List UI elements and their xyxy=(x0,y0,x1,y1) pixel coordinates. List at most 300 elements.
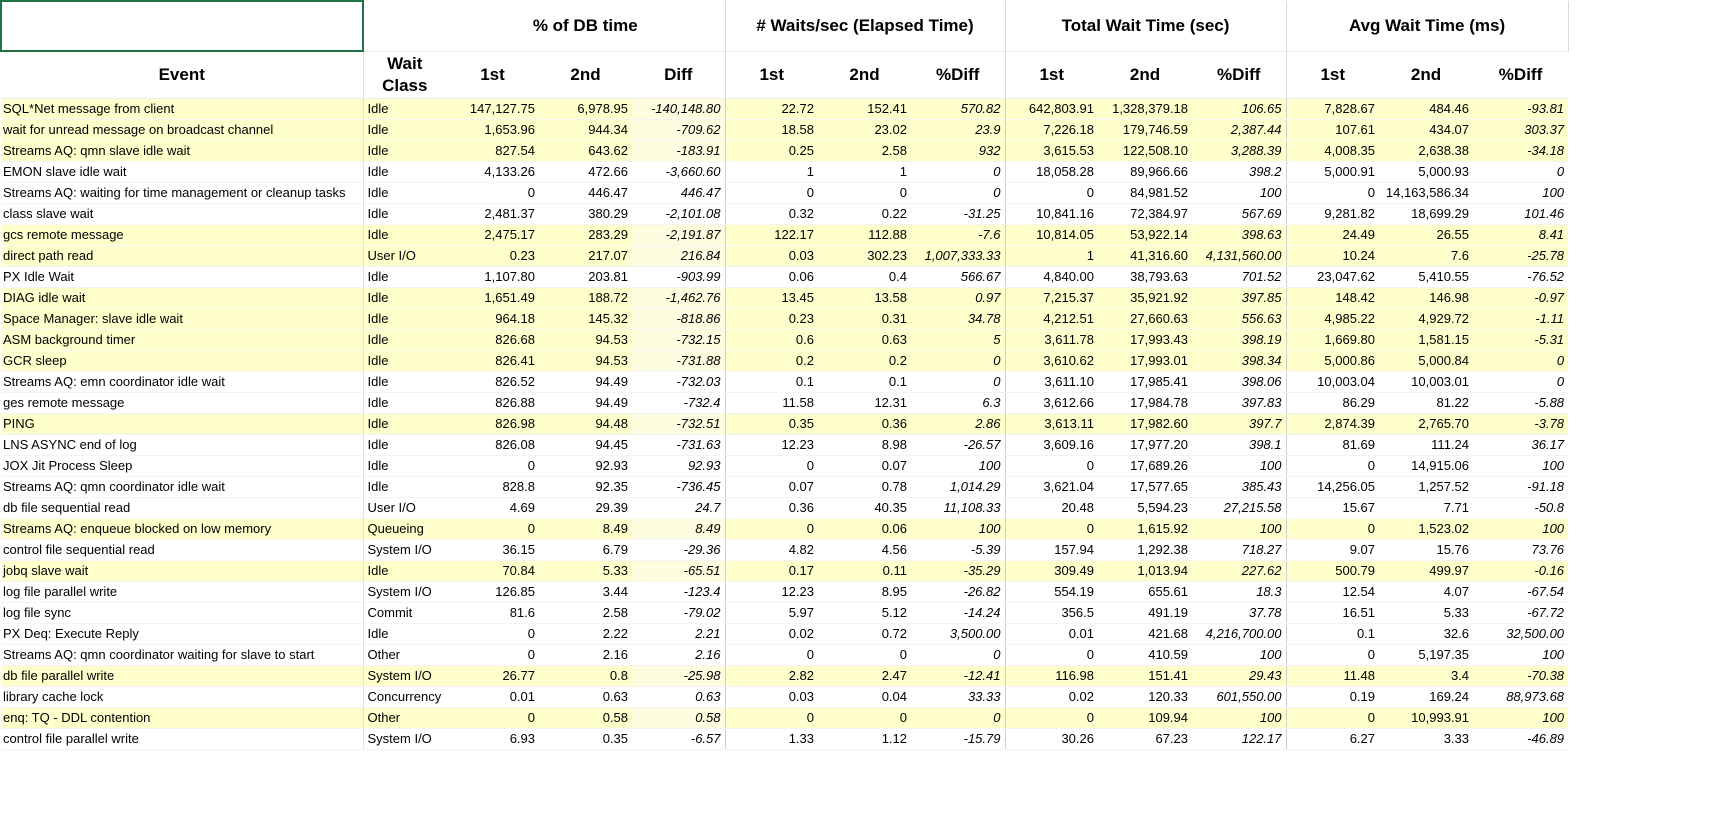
db-time-diff-cell[interactable]: 216.84 xyxy=(632,246,725,267)
waits-2nd-cell[interactable]: 8.98 xyxy=(818,435,911,456)
total-wait-1st-cell[interactable]: 30.26 xyxy=(1005,729,1098,750)
event-cell[interactable]: Streams AQ: qmn coordinator waiting for slave to start xyxy=(1,645,363,666)
event-column-header[interactable]: Event xyxy=(1,51,363,99)
total-wait-pctdiff-cell[interactable]: 398.2 xyxy=(1192,162,1286,183)
db-time-2nd-cell[interactable]: 6,978.95 xyxy=(539,99,632,120)
total-wait-1st-cell[interactable]: 0 xyxy=(1005,645,1098,666)
waits-pctdiff-cell[interactable]: 1,007,333.33 xyxy=(911,246,1005,267)
waits-2nd-cell[interactable]: 1 xyxy=(818,162,911,183)
total-wait-2nd-cell[interactable]: 17,982.60 xyxy=(1098,414,1192,435)
avg-wait-1st-cell[interactable]: 10,003.04 xyxy=(1286,372,1379,393)
db-time-1st-cell[interactable]: 827.54 xyxy=(446,141,539,162)
avg-wait-2nd-cell[interactable]: 18,699.29 xyxy=(1379,204,1473,225)
db-time-2nd-cell[interactable]: 217.07 xyxy=(539,246,632,267)
waits-1st-cell[interactable]: 0.03 xyxy=(725,246,818,267)
avg-wait-1st-cell[interactable]: 6.27 xyxy=(1286,729,1379,750)
db-time-2nd-cell[interactable]: 283.29 xyxy=(539,225,632,246)
total-wait-pctdiff-cell[interactable]: 397.85 xyxy=(1192,288,1286,309)
event-cell[interactable]: DIAG idle wait xyxy=(1,288,363,309)
avg-wait-pctdiff-cell[interactable]: -0.97 xyxy=(1473,288,1568,309)
waits-1st-cell[interactable]: 0.35 xyxy=(725,414,818,435)
total-wait-pctdiff-cell[interactable]: 27,215.58 xyxy=(1192,498,1286,519)
total-wait-pctdiff-cell[interactable]: 397.83 xyxy=(1192,393,1286,414)
db-time-2nd-cell[interactable]: 944.34 xyxy=(539,120,632,141)
db-time-diff-cell[interactable]: 24.7 xyxy=(632,498,725,519)
wait-class-cell[interactable]: Idle xyxy=(363,393,446,414)
waits-1st-cell[interactable]: 0.6 xyxy=(725,330,818,351)
waits-1st-cell[interactable]: 0.25 xyxy=(725,141,818,162)
wait-class-cell[interactable]: System I/O xyxy=(363,540,446,561)
avg-wait-1st-cell[interactable]: 16.51 xyxy=(1286,603,1379,624)
db-time-2nd-cell[interactable]: 380.29 xyxy=(539,204,632,225)
avg-wait-1st-cell[interactable]: 86.29 xyxy=(1286,393,1379,414)
waits-pctdiff-cell[interactable]: 23.9 xyxy=(911,120,1005,141)
avg-wait-1st-cell[interactable]: 0 xyxy=(1286,456,1379,477)
db-time-diff-cell[interactable]: -732.4 xyxy=(632,393,725,414)
avg-wait-1st-cell[interactable]: 0 xyxy=(1286,645,1379,666)
group-waits-per-sec-header[interactable]: # Waits/sec (Elapsed Time) xyxy=(725,1,1005,51)
avg-wait-2nd-cell[interactable]: 5,000.93 xyxy=(1379,162,1473,183)
total-wait-pctdiff-cell[interactable]: 18.3 xyxy=(1192,582,1286,603)
avg-wait-1st-cell[interactable]: 10.24 xyxy=(1286,246,1379,267)
avg-wait-1st-cell[interactable]: 12.54 xyxy=(1286,582,1379,603)
waits-pctdiff-cell[interactable]: 0 xyxy=(911,645,1005,666)
db-time-2nd-cell[interactable]: 0.8 xyxy=(539,666,632,687)
total-wait-1st-cell[interactable]: 0 xyxy=(1005,708,1098,729)
avg-wait-1st-cell[interactable]: 0 xyxy=(1286,183,1379,204)
total-wait-pctdiff-cell[interactable]: 397.7 xyxy=(1192,414,1286,435)
avg-wait-2nd-cell[interactable]: 15.76 xyxy=(1379,540,1473,561)
event-cell[interactable]: Streams AQ: qmn coordinator idle wait xyxy=(1,477,363,498)
db-time-diff-cell[interactable]: -2,191.87 xyxy=(632,225,725,246)
db-time-1st-cell[interactable]: 826.52 xyxy=(446,372,539,393)
waits-1st-cell[interactable]: 0.32 xyxy=(725,204,818,225)
db-time-diff-cell[interactable]: 8.49 xyxy=(632,519,725,540)
avg-wait-2nd-cell[interactable]: 2,638.38 xyxy=(1379,141,1473,162)
waits-1st-cell[interactable]: 2.82 xyxy=(725,666,818,687)
avg-wait-1st-cell[interactable]: 0.19 xyxy=(1286,687,1379,708)
event-cell[interactable]: Streams AQ: qmn slave idle wait xyxy=(1,141,363,162)
avg-wait-pctdiff-cell[interactable]: -5.31 xyxy=(1473,330,1568,351)
avg-wait-2nd-cell[interactable]: 1,581.15 xyxy=(1379,330,1473,351)
avg-wait-pctdiff-header[interactable]: %Diff xyxy=(1473,51,1568,99)
total-wait-1st-cell[interactable]: 554.19 xyxy=(1005,582,1098,603)
avg-wait-pctdiff-cell[interactable]: -70.38 xyxy=(1473,666,1568,687)
event-cell[interactable]: JOX Jit Process Sleep xyxy=(1,456,363,477)
event-cell[interactable]: ges remote message xyxy=(1,393,363,414)
wait-class-cell[interactable]: Idle xyxy=(363,120,446,141)
waits-2nd-cell[interactable]: 0.63 xyxy=(818,330,911,351)
avg-wait-1st-cell[interactable]: 2,874.39 xyxy=(1286,414,1379,435)
total-wait-1st-cell[interactable]: 4,840.00 xyxy=(1005,267,1098,288)
total-wait-1st-cell[interactable]: 3,615.53 xyxy=(1005,141,1098,162)
event-cell[interactable]: Streams AQ: emn coordinator idle wait xyxy=(1,372,363,393)
db-time-diff-cell[interactable]: -731.88 xyxy=(632,351,725,372)
db-time-diff-cell[interactable]: -732.51 xyxy=(632,414,725,435)
waits-1st-cell[interactable]: 0 xyxy=(725,456,818,477)
total-wait-pctdiff-cell[interactable]: 2,387.44 xyxy=(1192,120,1286,141)
wait-class-cell[interactable]: Idle xyxy=(363,225,446,246)
waits-2nd-cell[interactable]: 2.47 xyxy=(818,666,911,687)
total-wait-1st-cell[interactable]: 642,803.91 xyxy=(1005,99,1098,120)
avg-wait-1st-cell[interactable]: 7,828.67 xyxy=(1286,99,1379,120)
db-time-1st-cell[interactable]: 0.23 xyxy=(446,246,539,267)
db-time-1st-header[interactable]: 1st xyxy=(446,51,539,99)
total-wait-2nd-cell[interactable]: 17,689.26 xyxy=(1098,456,1192,477)
total-wait-1st-cell[interactable]: 0 xyxy=(1005,519,1098,540)
waits-1st-cell[interactable]: 0 xyxy=(725,645,818,666)
total-wait-1st-cell[interactable]: 7,215.37 xyxy=(1005,288,1098,309)
db-time-2nd-cell[interactable]: 446.47 xyxy=(539,183,632,204)
db-time-2nd-cell[interactable]: 472.66 xyxy=(539,162,632,183)
avg-wait-pctdiff-cell[interactable]: -34.18 xyxy=(1473,141,1568,162)
db-time-1st-cell[interactable]: 0 xyxy=(446,183,539,204)
total-wait-2nd-cell[interactable]: 17,993.01 xyxy=(1098,351,1192,372)
waits-1st-cell[interactable]: 0.03 xyxy=(725,687,818,708)
event-cell[interactable]: GCR sleep xyxy=(1,351,363,372)
wait-class-cell[interactable]: Idle xyxy=(363,414,446,435)
total-wait-1st-cell[interactable]: 356.5 xyxy=(1005,603,1098,624)
db-time-1st-cell[interactable]: 4,133.26 xyxy=(446,162,539,183)
event-cell[interactable]: db file sequential read xyxy=(1,498,363,519)
event-cell[interactable]: control file sequential read xyxy=(1,540,363,561)
total-wait-2nd-cell[interactable]: 179,746.59 xyxy=(1098,120,1192,141)
waits-1st-cell[interactable]: 0.23 xyxy=(725,309,818,330)
avg-wait-pctdiff-cell[interactable]: 303.37 xyxy=(1473,120,1568,141)
waits-1st-cell[interactable]: 0.06 xyxy=(725,267,818,288)
avg-wait-2nd-cell[interactable]: 484.46 xyxy=(1379,99,1473,120)
waits-pctdiff-cell[interactable]: 0 xyxy=(911,372,1005,393)
avg-wait-2nd-cell[interactable]: 3.33 xyxy=(1379,729,1473,750)
avg-wait-pctdiff-cell[interactable]: 100 xyxy=(1473,645,1568,666)
waits-pctdiff-cell[interactable]: 1,014.29 xyxy=(911,477,1005,498)
total-wait-1st-header[interactable]: 1st xyxy=(1005,51,1098,99)
waits-2nd-cell[interactable]: 0.11 xyxy=(818,561,911,582)
avg-wait-1st-cell[interactable]: 1,669.80 xyxy=(1286,330,1379,351)
wait-class-cell[interactable]: Idle xyxy=(363,477,446,498)
db-time-diff-cell[interactable]: -183.91 xyxy=(632,141,725,162)
db-time-diff-cell[interactable]: 92.93 xyxy=(632,456,725,477)
db-time-1st-cell[interactable]: 826.98 xyxy=(446,414,539,435)
waits-1st-cell[interactable]: 12.23 xyxy=(725,582,818,603)
total-wait-1st-cell[interactable]: 3,612.66 xyxy=(1005,393,1098,414)
total-wait-2nd-cell[interactable]: 53,922.14 xyxy=(1098,225,1192,246)
total-wait-2nd-cell[interactable]: 35,921.92 xyxy=(1098,288,1192,309)
avg-wait-pctdiff-cell[interactable]: -93.81 xyxy=(1473,99,1568,120)
total-wait-1st-cell[interactable]: 309.49 xyxy=(1005,561,1098,582)
avg-wait-2nd-cell[interactable]: 3.4 xyxy=(1379,666,1473,687)
waits-pctdiff-cell[interactable]: -12.41 xyxy=(911,666,1005,687)
avg-wait-2nd-cell[interactable]: 5,410.55 xyxy=(1379,267,1473,288)
total-wait-2nd-cell[interactable]: 17,577.65 xyxy=(1098,477,1192,498)
total-wait-pctdiff-cell[interactable]: 567.69 xyxy=(1192,204,1286,225)
total-wait-pctdiff-cell[interactable]: 718.27 xyxy=(1192,540,1286,561)
waits-pctdiff-cell[interactable]: 5 xyxy=(911,330,1005,351)
waits-pctdiff-cell[interactable]: 566.67 xyxy=(911,267,1005,288)
avg-wait-2nd-header[interactable]: 2nd xyxy=(1379,51,1473,99)
event-cell[interactable]: PX Idle Wait xyxy=(1,267,363,288)
waits-pctdiff-cell[interactable]: 0 xyxy=(911,351,1005,372)
total-wait-2nd-cell[interactable]: 72,384.97 xyxy=(1098,204,1192,225)
waits-1st-cell[interactable]: 0.02 xyxy=(725,624,818,645)
waits-pctdiff-cell[interactable]: -5.39 xyxy=(911,540,1005,561)
waits-pctdiff-cell[interactable]: 11,108.33 xyxy=(911,498,1005,519)
db-time-diff-cell[interactable]: 2.16 xyxy=(632,645,725,666)
db-time-2nd-cell[interactable]: 3.44 xyxy=(539,582,632,603)
total-wait-1st-cell[interactable]: 116.98 xyxy=(1005,666,1098,687)
total-wait-2nd-cell[interactable]: 421.68 xyxy=(1098,624,1192,645)
wait-class-cell[interactable]: Idle xyxy=(363,288,446,309)
waits-2nd-cell[interactable]: 13.58 xyxy=(818,288,911,309)
event-cell[interactable]: direct path read xyxy=(1,246,363,267)
avg-wait-pctdiff-cell[interactable]: 73.76 xyxy=(1473,540,1568,561)
waits-pctdiff-cell[interactable]: -35.29 xyxy=(911,561,1005,582)
total-wait-pctdiff-header[interactable]: %Diff xyxy=(1192,51,1286,99)
db-time-1st-cell[interactable]: 826.41 xyxy=(446,351,539,372)
wait-class-cell[interactable]: Idle xyxy=(363,456,446,477)
wait-class-cell[interactable]: Idle xyxy=(363,309,446,330)
db-time-diff-cell[interactable]: -903.99 xyxy=(632,267,725,288)
wait-class-cell[interactable]: User I/O xyxy=(363,498,446,519)
waits-pctdiff-cell[interactable]: -26.57 xyxy=(911,435,1005,456)
waits-1st-cell[interactable]: 11.58 xyxy=(725,393,818,414)
group-total-wait-time-header[interactable]: Total Wait Time (sec) xyxy=(1005,1,1286,51)
avg-wait-2nd-cell[interactable]: 81.22 xyxy=(1379,393,1473,414)
db-time-diff-cell[interactable]: -79.02 xyxy=(632,603,725,624)
waits-pctdiff-cell[interactable]: 3,500.00 xyxy=(911,624,1005,645)
avg-wait-pctdiff-cell[interactable]: -67.72 xyxy=(1473,603,1568,624)
avg-wait-1st-cell[interactable]: 4,985.22 xyxy=(1286,309,1379,330)
avg-wait-1st-cell[interactable]: 11.48 xyxy=(1286,666,1379,687)
avg-wait-pctdiff-cell[interactable]: 8.41 xyxy=(1473,225,1568,246)
avg-wait-2nd-cell[interactable]: 14,915.06 xyxy=(1379,456,1473,477)
waits-pctdiff-cell[interactable]: 34.78 xyxy=(911,309,1005,330)
wait-class-cell[interactable]: Queueing xyxy=(363,519,446,540)
db-time-diff-cell[interactable]: -2,101.08 xyxy=(632,204,725,225)
waits-pctdiff-cell[interactable]: -14.24 xyxy=(911,603,1005,624)
total-wait-2nd-cell[interactable]: 151.41 xyxy=(1098,666,1192,687)
waits-pctdiff-cell[interactable]: 570.82 xyxy=(911,99,1005,120)
total-wait-1st-cell[interactable]: 10,814.05 xyxy=(1005,225,1098,246)
event-cell[interactable]: enq: TQ - DDL contention xyxy=(1,708,363,729)
event-cell[interactable]: control file parallel write xyxy=(1,729,363,750)
avg-wait-pctdiff-cell[interactable]: -76.52 xyxy=(1473,267,1568,288)
waits-2nd-cell[interactable]: 0.06 xyxy=(818,519,911,540)
event-cell[interactable]: Streams AQ: enqueue blocked on low memory xyxy=(1,519,363,540)
event-cell[interactable]: SQL*Net message from client xyxy=(1,99,363,120)
wait-class-cell[interactable]: System I/O xyxy=(363,729,446,750)
db-time-diff-cell[interactable]: -736.45 xyxy=(632,477,725,498)
avg-wait-2nd-cell[interactable]: 4.07 xyxy=(1379,582,1473,603)
wait-class-cell[interactable]: Idle xyxy=(363,141,446,162)
db-time-1st-cell[interactable]: 1,107.80 xyxy=(446,267,539,288)
db-time-diff-cell[interactable]: -709.62 xyxy=(632,120,725,141)
total-wait-2nd-cell[interactable]: 491.19 xyxy=(1098,603,1192,624)
db-time-1st-cell[interactable]: 0.01 xyxy=(446,687,539,708)
db-time-2nd-cell[interactable]: 94.49 xyxy=(539,393,632,414)
db-time-2nd-cell[interactable]: 2.58 xyxy=(539,603,632,624)
avg-wait-1st-cell[interactable]: 500.79 xyxy=(1286,561,1379,582)
avg-wait-1st-cell[interactable]: 5,000.91 xyxy=(1286,162,1379,183)
total-wait-pctdiff-cell[interactable]: 556.63 xyxy=(1192,309,1286,330)
db-time-2nd-cell[interactable]: 643.62 xyxy=(539,141,632,162)
total-wait-2nd-cell[interactable]: 410.59 xyxy=(1098,645,1192,666)
avg-wait-1st-cell[interactable]: 0.1 xyxy=(1286,624,1379,645)
total-wait-2nd-cell[interactable]: 5,594.23 xyxy=(1098,498,1192,519)
total-wait-1st-cell[interactable]: 3,611.78 xyxy=(1005,330,1098,351)
total-wait-1st-cell[interactable]: 3,621.04 xyxy=(1005,477,1098,498)
db-time-1st-cell[interactable]: 81.6 xyxy=(446,603,539,624)
total-wait-2nd-cell[interactable]: 17,977.20 xyxy=(1098,435,1192,456)
waits-2nd-cell[interactable]: 0.2 xyxy=(818,351,911,372)
header-blank-cell[interactable] xyxy=(363,1,446,51)
total-wait-2nd-cell[interactable]: 1,328,379.18 xyxy=(1098,99,1192,120)
wait-class-cell[interactable]: Idle xyxy=(363,351,446,372)
waits-1st-cell[interactable]: 0.1 xyxy=(725,372,818,393)
db-time-1st-cell[interactable]: 826.68 xyxy=(446,330,539,351)
waits-pctdiff-cell[interactable]: 0 xyxy=(911,708,1005,729)
avg-wait-1st-cell[interactable]: 0 xyxy=(1286,708,1379,729)
total-wait-pctdiff-cell[interactable]: 398.06 xyxy=(1192,372,1286,393)
avg-wait-pctdiff-cell[interactable]: -46.89 xyxy=(1473,729,1568,750)
db-time-1st-cell[interactable]: 0 xyxy=(446,519,539,540)
db-time-diff-cell[interactable]: -6.57 xyxy=(632,729,725,750)
event-cell[interactable]: PX Deq: Execute Reply xyxy=(1,624,363,645)
db-time-diff-cell[interactable]: 2.21 xyxy=(632,624,725,645)
waits-2nd-cell[interactable]: 0 xyxy=(818,708,911,729)
event-cell[interactable]: Streams AQ: waiting for time management or cleanup tasks xyxy=(1,183,363,204)
db-time-2nd-cell[interactable]: 94.53 xyxy=(539,351,632,372)
avg-wait-1st-cell[interactable]: 14,256.05 xyxy=(1286,477,1379,498)
db-time-2nd-header[interactable]: 2nd xyxy=(539,51,632,99)
avg-wait-2nd-cell[interactable]: 146.98 xyxy=(1379,288,1473,309)
event-cell[interactable]: db file parallel write xyxy=(1,666,363,687)
wait-class-cell[interactable]: Idle xyxy=(363,204,446,225)
total-wait-1st-cell[interactable]: 3,610.62 xyxy=(1005,351,1098,372)
waits-2nd-cell[interactable]: 0 xyxy=(818,645,911,666)
waits-1st-cell[interactable]: 0 xyxy=(725,708,818,729)
total-wait-pctdiff-cell[interactable]: 4,216,700.00 xyxy=(1192,624,1286,645)
avg-wait-pctdiff-cell[interactable]: -1.11 xyxy=(1473,309,1568,330)
avg-wait-2nd-cell[interactable]: 7.6 xyxy=(1379,246,1473,267)
db-time-diff-cell[interactable]: -123.4 xyxy=(632,582,725,603)
avg-wait-1st-cell[interactable]: 107.61 xyxy=(1286,120,1379,141)
waits-1st-cell[interactable]: 12.23 xyxy=(725,435,818,456)
wait-class-cell[interactable]: Idle xyxy=(363,99,446,120)
avg-wait-pctdiff-cell[interactable]: 100 xyxy=(1473,183,1568,204)
db-time-diff-cell[interactable]: -29.36 xyxy=(632,540,725,561)
wait-class-cell[interactable]: Idle xyxy=(363,372,446,393)
db-time-2nd-cell[interactable]: 6.79 xyxy=(539,540,632,561)
total-wait-1st-cell[interactable]: 0 xyxy=(1005,456,1098,477)
waits-1st-cell[interactable]: 13.45 xyxy=(725,288,818,309)
db-time-1st-cell[interactable]: 0 xyxy=(446,456,539,477)
avg-wait-pctdiff-cell[interactable]: 101.46 xyxy=(1473,204,1568,225)
event-cell[interactable]: gcs remote message xyxy=(1,225,363,246)
avg-wait-2nd-cell[interactable]: 2,765.70 xyxy=(1379,414,1473,435)
total-wait-pctdiff-cell[interactable]: 398.1 xyxy=(1192,435,1286,456)
waits-1st-cell[interactable]: 0 xyxy=(725,519,818,540)
db-time-1st-cell[interactable]: 147,127.75 xyxy=(446,99,539,120)
wait-class-cell[interactable]: System I/O xyxy=(363,582,446,603)
waits-2nd-cell[interactable]: 0.31 xyxy=(818,309,911,330)
wait-class-cell[interactable]: Idle xyxy=(363,183,446,204)
avg-wait-pctdiff-cell[interactable]: 0 xyxy=(1473,372,1568,393)
avg-wait-pctdiff-cell[interactable]: 100 xyxy=(1473,708,1568,729)
avg-wait-1st-cell[interactable]: 9.07 xyxy=(1286,540,1379,561)
db-time-1st-cell[interactable]: 828.8 xyxy=(446,477,539,498)
waits-2nd-cell[interactable]: 0.72 xyxy=(818,624,911,645)
avg-wait-pctdiff-cell[interactable]: 32,500.00 xyxy=(1473,624,1568,645)
waits-1st-cell[interactable]: 0.2 xyxy=(725,351,818,372)
db-time-diff-cell[interactable]: 0.63 xyxy=(632,687,725,708)
db-time-2nd-cell[interactable]: 2.16 xyxy=(539,645,632,666)
waits-2nd-cell[interactable]: 2.58 xyxy=(818,141,911,162)
avg-wait-pctdiff-cell[interactable]: 0 xyxy=(1473,351,1568,372)
waits-1st-cell[interactable]: 22.72 xyxy=(725,99,818,120)
wait-class-cell[interactable]: Other xyxy=(363,708,446,729)
waits-pctdiff-cell[interactable]: 100 xyxy=(911,519,1005,540)
avg-wait-2nd-cell[interactable]: 26.55 xyxy=(1379,225,1473,246)
wait-class-cell[interactable]: Other xyxy=(363,645,446,666)
total-wait-2nd-cell[interactable]: 1,615.92 xyxy=(1098,519,1192,540)
avg-wait-1st-cell[interactable]: 5,000.86 xyxy=(1286,351,1379,372)
waits-pctdiff-cell[interactable]: 100 xyxy=(911,456,1005,477)
db-time-1st-cell[interactable]: 6.93 xyxy=(446,729,539,750)
event-cell[interactable]: PING xyxy=(1,414,363,435)
avg-wait-pctdiff-cell[interactable]: -3.78 xyxy=(1473,414,1568,435)
db-time-1st-cell[interactable]: 826.08 xyxy=(446,435,539,456)
waits-1st-cell[interactable]: 0.17 xyxy=(725,561,818,582)
waits-2nd-cell[interactable]: 12.31 xyxy=(818,393,911,414)
waits-pctdiff-cell[interactable]: 0 xyxy=(911,162,1005,183)
total-wait-1st-cell[interactable]: 3,609.16 xyxy=(1005,435,1098,456)
db-time-diff-cell[interactable]: -732.15 xyxy=(632,330,725,351)
avg-wait-2nd-cell[interactable]: 14,163,586.34 xyxy=(1379,183,1473,204)
waits-2nd-cell[interactable]: 302.23 xyxy=(818,246,911,267)
avg-wait-2nd-cell[interactable]: 5.33 xyxy=(1379,603,1473,624)
db-time-2nd-cell[interactable]: 92.93 xyxy=(539,456,632,477)
db-time-2nd-cell[interactable]: 188.72 xyxy=(539,288,632,309)
avg-wait-pctdiff-cell[interactable]: -91.18 xyxy=(1473,477,1568,498)
avg-wait-1st-header[interactable]: 1st xyxy=(1286,51,1379,99)
total-wait-2nd-header[interactable]: 2nd xyxy=(1098,51,1192,99)
avg-wait-1st-cell[interactable]: 4,008.35 xyxy=(1286,141,1379,162)
wait-class-cell[interactable]: Idle xyxy=(363,267,446,288)
total-wait-1st-cell[interactable]: 4,212.51 xyxy=(1005,309,1098,330)
db-time-diff-cell[interactable]: -65.51 xyxy=(632,561,725,582)
waits-1st-cell[interactable]: 0 xyxy=(725,183,818,204)
waits-2nd-cell[interactable]: 40.35 xyxy=(818,498,911,519)
db-time-diff-cell[interactable]: -1,462.76 xyxy=(632,288,725,309)
avg-wait-pctdiff-cell[interactable]: 100 xyxy=(1473,519,1568,540)
event-cell[interactable]: jobq slave wait xyxy=(1,561,363,582)
total-wait-pctdiff-cell[interactable]: 100 xyxy=(1192,456,1286,477)
waits-2nd-cell[interactable]: 0.78 xyxy=(818,477,911,498)
wait-class-cell[interactable]: Idle xyxy=(363,330,446,351)
event-cell[interactable]: log file sync xyxy=(1,603,363,624)
waits-1st-cell[interactable]: 1 xyxy=(725,162,818,183)
avg-wait-pctdiff-cell[interactable]: 88,973.68 xyxy=(1473,687,1568,708)
avg-wait-2nd-cell[interactable]: 5,000.84 xyxy=(1379,351,1473,372)
waits-pctdiff-cell[interactable]: -26.82 xyxy=(911,582,1005,603)
total-wait-2nd-cell[interactable]: 41,316.60 xyxy=(1098,246,1192,267)
total-wait-2nd-cell[interactable]: 67.23 xyxy=(1098,729,1192,750)
db-time-1st-cell[interactable]: 1,651.49 xyxy=(446,288,539,309)
total-wait-1st-cell[interactable]: 157.94 xyxy=(1005,540,1098,561)
avg-wait-1st-cell[interactable]: 15.67 xyxy=(1286,498,1379,519)
total-wait-pctdiff-cell[interactable]: 100 xyxy=(1192,183,1286,204)
